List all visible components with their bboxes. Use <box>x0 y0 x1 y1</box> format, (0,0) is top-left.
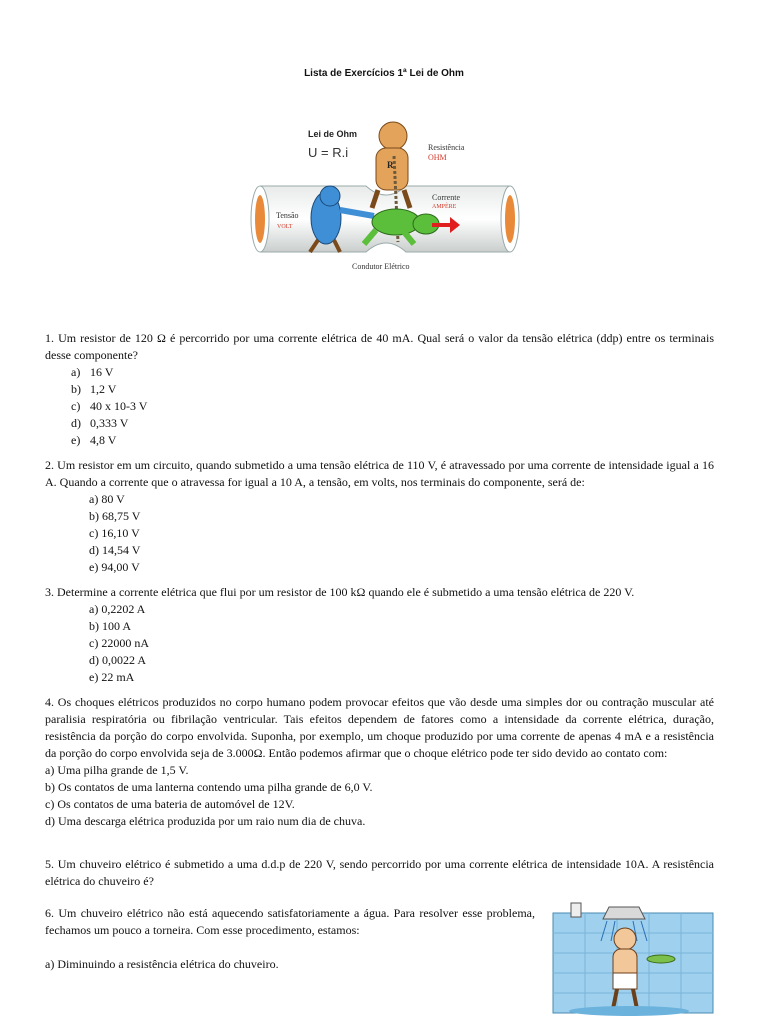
conductor-label: Condutor Elétrico <box>352 262 410 271</box>
formula: U = R.i <box>308 145 349 160</box>
option: c) Os contatos de uma bateria de automóvel de 12V. <box>45 797 295 811</box>
ohm-law-illustration <box>246 112 524 280</box>
current-unit: AMPÈRE <box>432 204 457 210</box>
option: d) 14,54 V <box>89 543 141 557</box>
option: e) 22 mA <box>89 670 135 684</box>
option: a) 0,2202 A <box>89 602 146 616</box>
option: d) Uma descarga elétrica produzida por um raio num dia de chuva. <box>45 814 366 828</box>
resistor-letter: R <box>387 160 394 170</box>
document-title: Lista de Exercícios 1ª Lei de Ohm <box>304 68 464 79</box>
option: e) 94,00 V <box>89 560 140 574</box>
current-label: Corrente <box>432 193 460 202</box>
resistance-label: Resistência <box>428 143 465 152</box>
option: a) Diminuindo a resistência elétrica do chuveiro. <box>45 957 279 971</box>
option: b) 1,2 V <box>71 382 117 396</box>
option: b) Os contatos de uma lanterna contendo uma pilha grande de 6,0 V. <box>45 780 373 794</box>
question-text: 5. Um chuveiro elétrico é submetido a uma d.d.p de 220 V, sendo percorrido por uma corrente elétrica de intensidade 10A. A resistência elétrica do chuveiro é? <box>45 857 714 888</box>
question-5 <box>45 856 714 890</box>
resistance-unit: OHM <box>428 153 447 162</box>
option: e) 4,8 V <box>71 433 117 447</box>
option: d) 0,0022 A <box>89 653 146 667</box>
options-list <box>71 364 714 449</box>
question-text: 1. Um resistor de 120 Ω é percorrido por uma corrente elétrica de 40 mA. Qual será o valor da tensão elétrica (ddp) entre os terminais desse componente? <box>45 331 714 362</box>
question-3 <box>45 584 714 686</box>
question-6 <box>45 905 535 973</box>
question-text: 3. Determine a corrente elétrica que flui por um resistor de 100 kΩ quando ele é submetido a uma tensão elétrica de 220 V. <box>45 585 635 599</box>
options-list <box>45 762 714 830</box>
options-list <box>89 601 714 686</box>
shower-cartoon <box>549 893 719 1020</box>
option: a) 16 V <box>71 365 114 379</box>
voltage-label: Tensão <box>276 211 299 220</box>
question-1 <box>45 330 714 449</box>
question-text: 6. Um chuveiro elétrico não está aquecendo satisfatoriamente a água. Para resolver esse problema, fechamos um pouco a torneira. Com esse procedimento, estamos: <box>45 906 535 937</box>
option: b) 68,75 V <box>89 509 141 523</box>
law-title: Lei de Ohm <box>308 129 358 139</box>
question-text: 2. Um resistor em um circuito, quando submetido a uma tensão elétrica de 110 V, é atravessado por uma corrente de intensidade igual a 16 A. Quando a corrente que o atravessa for igual a 10 A, a tensão, em volts, nos terminais do componente, será de: <box>45 458 714 489</box>
question-2 <box>45 457 714 576</box>
question-4 <box>45 694 714 830</box>
option: d) 0,333 V <box>71 416 129 430</box>
shower-head <box>603 907 645 919</box>
option: c) 40 x 10-3 V <box>71 399 148 413</box>
option: c) 22000 nA <box>89 636 149 650</box>
voltage-unit: VOLT <box>277 224 293 230</box>
option: c) 16,10 V <box>89 526 140 540</box>
option: b) 100 A <box>89 619 131 633</box>
question-text: 4. Os choques elétricos produzidos no corpo humano podem provocar efeitos que vão desde uma simples dor ou contração muscular até paralisia respiratória ou fibrilação ventricular. Tais efeitos dependem de fatores como a intensidade da corrente elétrica, duração, resistência da porção do corpo envolvida. Suponha, por exemplo, um choque produzido por uma corrente de apenas 4 mA e a resistência da porção do corpo envolvida seja de 3.000Ω. Então podemos afirmar que o choque elétrico pode ter sido devido ao contato com: <box>45 695 714 760</box>
option: a) Uma pilha grande de 1,5 V. <box>45 763 189 777</box>
option: a) 80 V <box>89 492 125 506</box>
options-list <box>89 491 714 576</box>
options-list <box>45 956 535 973</box>
